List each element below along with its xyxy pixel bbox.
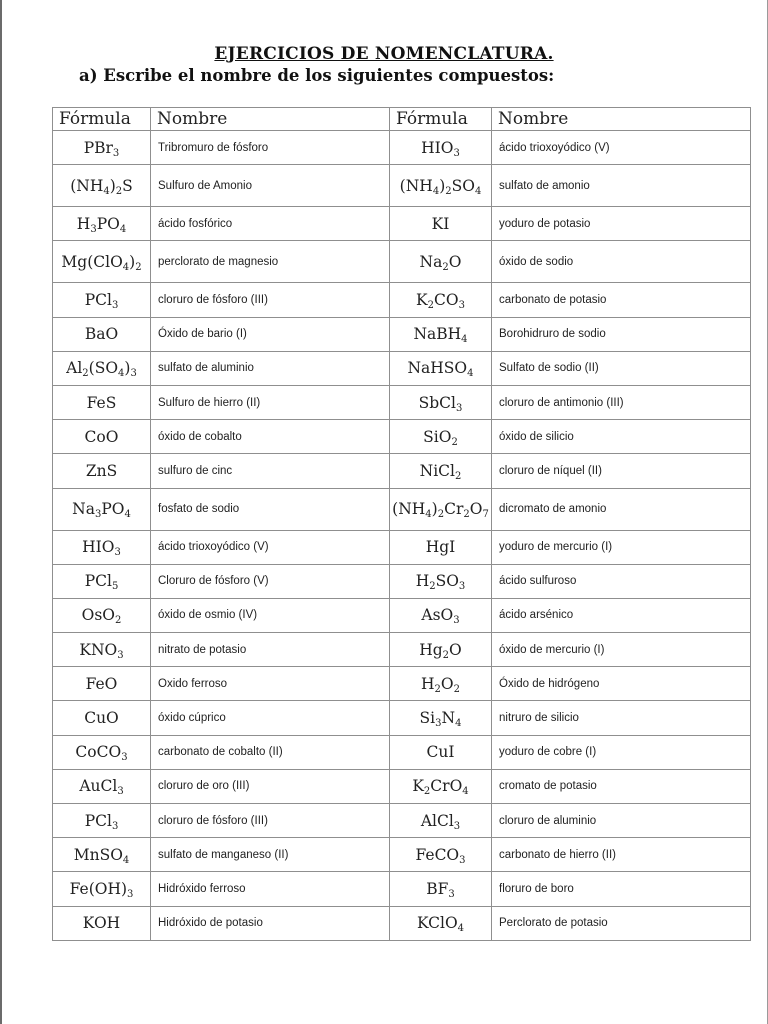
table-row — [53, 530, 751, 564]
name-cell: Óxido de hidrógeno — [492, 667, 751, 701]
name-cell: sulfato de manganeso (II) — [151, 838, 390, 872]
formula-cell: AuCl$_3$ — [53, 769, 151, 803]
name-cell: cromato de potasio — [492, 769, 751, 803]
formula-cell: $H_3PO_4$ — [53, 207, 151, 241]
formula-cell: NaHSO$_4$ — [390, 351, 492, 385]
name-cell: Perclorato de potasio — [492, 906, 751, 940]
formula-cell: CoCO$_3$ — [53, 735, 151, 769]
table-row — [53, 131, 751, 165]
formula-cell: MnSO$_4$ — [53, 838, 151, 872]
formula-cell: PCl$_5$ — [53, 564, 151, 598]
name-cell: óxido de sodio — [492, 241, 751, 283]
name-cell: cloruro de oro (III) — [151, 769, 390, 803]
name-cell: Tribromuro de fósforo — [151, 131, 390, 165]
name-cell: floruro de boro — [492, 872, 751, 906]
formula-cell: $Si_3N_4$ — [390, 701, 492, 735]
header-name-1: Nombre — [151, 108, 390, 131]
formula-cell: $H_2O_2$ — [390, 667, 492, 701]
formula-cell: $Na_2O$ — [390, 241, 492, 283]
name-cell: ácido fosfórico — [151, 207, 390, 241]
table-row — [53, 735, 751, 769]
table-row — [53, 165, 751, 207]
table-row — [53, 906, 751, 940]
formula-cell: CuO — [53, 701, 151, 735]
formula-cell: NiCl$_2$ — [390, 454, 492, 488]
table-row — [53, 454, 751, 488]
formula-cell: AsO$_3$ — [390, 598, 492, 632]
page-left-border — [0, 0, 2, 1024]
name-cell: óxido cúprico — [151, 701, 390, 735]
formula-cell: PCl$_3$ — [53, 804, 151, 838]
name-cell: cloruro de antimonio (III) — [492, 385, 751, 419]
table-row — [53, 385, 751, 419]
formula-cell: KI — [390, 207, 492, 241]
page-title: EJERCICIOS DE NOMENCLATURA. — [214, 44, 554, 64]
name-cell: cloruro de fósforo (III) — [151, 804, 390, 838]
header-formula-2: Fórmula — [390, 108, 492, 131]
table-row — [53, 872, 751, 906]
name-cell: carbonato de hierro (II) — [492, 838, 751, 872]
name-cell: Sulfuro de Amonio — [151, 165, 390, 207]
formula-cell: $BF_3$ — [390, 872, 492, 906]
name-cell: Hidróxido de potasio — [151, 906, 390, 940]
formula-cell: KClO$_4$ — [390, 906, 492, 940]
header-name-2: Nombre — [492, 108, 751, 131]
formula-cell: $H_2SO_3$ — [390, 564, 492, 598]
formula-cell: $Fe(OH)_3$ — [53, 872, 151, 906]
name-cell: ácido trioxoyódico (V) — [492, 131, 751, 165]
name-cell: Sulfato de sodio (II) — [492, 351, 751, 385]
formula-cell: HgI — [390, 530, 492, 564]
name-cell: yoduro de potasio — [492, 207, 751, 241]
name-cell: ácido trioxoyódico (V) — [151, 530, 390, 564]
name-cell: Cloruro de fósforo (V) — [151, 564, 390, 598]
name-cell: Borohidruro de sodio — [492, 317, 751, 351]
formula-cell: ZnS — [53, 454, 151, 488]
formula-cell: FeO — [53, 667, 151, 701]
table-row — [53, 351, 751, 385]
name-cell: sulfuro de cinc — [151, 454, 390, 488]
formula-cell: $HIO_3$ — [53, 530, 151, 564]
table-row — [53, 598, 751, 632]
formula-cell: NaBH$_4$ — [390, 317, 492, 351]
name-cell: Hidróxido ferroso — [151, 872, 390, 906]
formula-cell: OsO$_2$ — [53, 598, 151, 632]
formula-cell: $Mg(ClO_4)_2$ — [53, 241, 151, 283]
table-row — [53, 633, 751, 667]
name-cell: carbonato de potasio — [492, 283, 751, 317]
formula-cell: FeS — [53, 385, 151, 419]
table-row — [53, 317, 751, 351]
name-cell: óxido de osmio (IV) — [151, 598, 390, 632]
name-cell: nitrato de potasio — [151, 633, 390, 667]
name-cell: Sulfuro de hierro (II) — [151, 385, 390, 419]
formula-cell: $Na_3PO_4$ — [53, 488, 151, 530]
formula-cell: PCl$_3$ — [53, 283, 151, 317]
table-row — [53, 241, 751, 283]
name-cell: yoduro de mercurio (I) — [492, 530, 751, 564]
name-cell: Oxido ferroso — [151, 667, 390, 701]
formula-cell: $HIO_3$ — [390, 131, 492, 165]
table-row — [53, 207, 751, 241]
name-cell: dicromato de amonio — [492, 488, 751, 530]
table-row — [53, 283, 751, 317]
name-cell: carbonato de cobalto (II) — [151, 735, 390, 769]
name-cell: cloruro de fósforo (III) — [151, 283, 390, 317]
table-row — [53, 838, 751, 872]
formula-cell: PBr$_3$ — [53, 131, 151, 165]
formula-cell: $Al_2(SO_4)_3$ — [53, 351, 151, 385]
name-cell: perclorato de magnesio — [151, 241, 390, 283]
formula-cell: $Hg_2O$ — [390, 633, 492, 667]
name-cell: cloruro de aluminio — [492, 804, 751, 838]
formula-cell: $KNO_3$ — [53, 633, 151, 667]
formula-cell: $K_2CrO_4$ — [390, 769, 492, 803]
name-cell: ácido sulfuroso — [492, 564, 751, 598]
formula-cell: BaO — [53, 317, 151, 351]
name-cell: yoduro de cobre (I) — [492, 735, 751, 769]
formula-cell: $(NH_4)_2SO_4$ — [390, 165, 492, 207]
table-header-row — [53, 108, 751, 131]
formula-cell: FeCO$_3$ — [390, 838, 492, 872]
table-row — [53, 420, 751, 454]
name-cell: nitruro de silicio — [492, 701, 751, 735]
name-cell: fosfato de sodio — [151, 488, 390, 530]
nomenclature-table — [52, 107, 751, 941]
name-cell: ácido arsénico — [492, 598, 751, 632]
header-formula-1: Fórmula — [53, 108, 151, 131]
formula-cell: AlCl$_3$ — [390, 804, 492, 838]
table-row — [53, 488, 751, 530]
table-row — [53, 701, 751, 735]
formula-cell: SbCl$_3$ — [390, 385, 492, 419]
table-row — [53, 667, 751, 701]
formula-cell: $(NH_4)_2Cr_2O_7$ — [390, 488, 492, 530]
formula-cell: KOH — [53, 906, 151, 940]
name-cell: óxido de cobalto — [151, 420, 390, 454]
name-cell: sulfato de aluminio — [151, 351, 390, 385]
table-row — [53, 769, 751, 803]
formula-cell: SiO$_2$ — [390, 420, 492, 454]
formula-cell: CoO — [53, 420, 151, 454]
name-cell: cloruro de níquel (II) — [492, 454, 751, 488]
name-cell: óxido de silicio — [492, 420, 751, 454]
name-cell: óxido de mercurio (I) — [492, 633, 751, 667]
table-row — [53, 564, 751, 598]
formula-cell: $K_2CO_3$ — [390, 283, 492, 317]
formula-cell: CuI — [390, 735, 492, 769]
name-cell: sulfato de amonio — [492, 165, 751, 207]
formula-cell: $(NH_4)_2S$ — [53, 165, 151, 207]
name-cell: Óxido de bario (I) — [151, 317, 390, 351]
instructions: a) Escribe el nombre de los siguientes compuestos: — [79, 66, 555, 85]
table-row — [53, 804, 751, 838]
